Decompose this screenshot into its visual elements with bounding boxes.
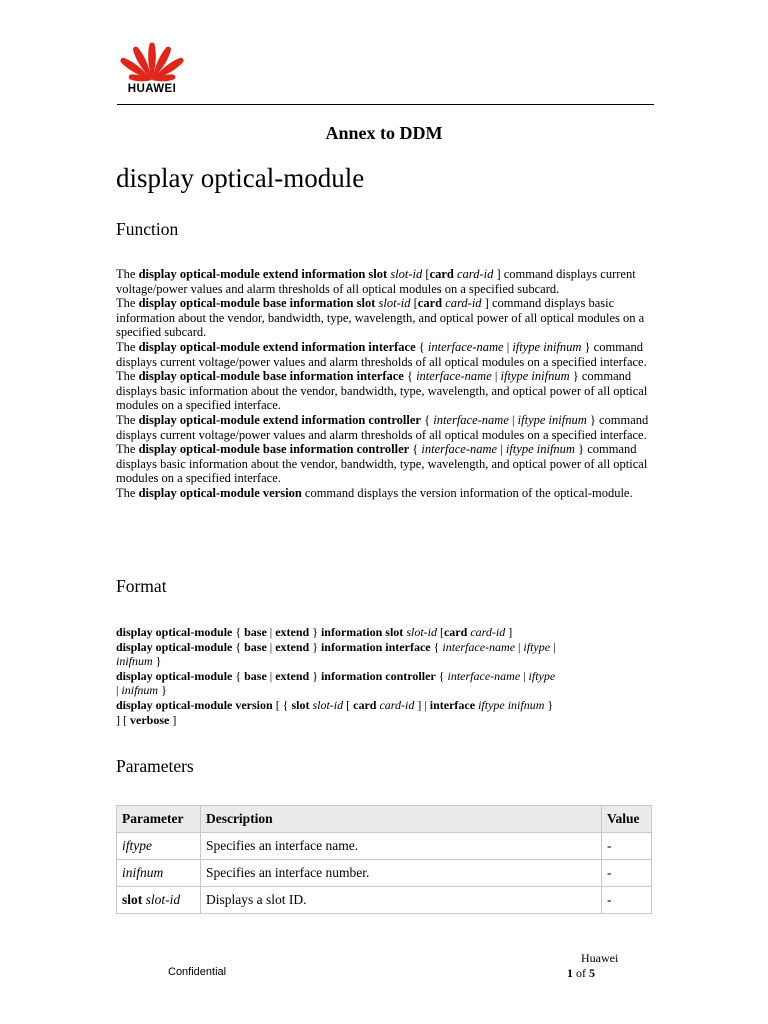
function-paragraph <box>116 413 652 442</box>
command-keyword: extend <box>275 625 310 639</box>
text: | <box>491 369 501 384</box>
command-keyword: base <box>244 668 267 683</box>
text: | <box>266 668 276 683</box>
huawei-logo <box>120 40 184 100</box>
format-line <box>116 640 556 669</box>
command-keyword: display optical-module <box>116 625 233 639</box>
description-cell: Displays a slot ID. <box>200 887 601 914</box>
text: } <box>152 654 162 669</box>
text: command displays the version information of the optical-module. <box>301 485 633 500</box>
text: The <box>116 339 139 354</box>
command-argument: iftype inifnum <box>517 412 587 427</box>
value-cell: - <box>602 887 652 914</box>
command-argument: slot-id <box>378 296 411 311</box>
command-argument: card-id <box>379 697 415 712</box>
text: | <box>266 639 276 654</box>
description-cell: Specifies an interface number. <box>200 860 601 887</box>
table-row <box>117 887 652 914</box>
text: | <box>515 639 524 654</box>
text: { <box>430 639 443 654</box>
command-argument: interface-name <box>442 639 516 654</box>
header-divider <box>117 104 654 105</box>
parameter-cell <box>117 833 201 860</box>
logo-wordmark: HUAWEI <box>127 83 177 95</box>
text: } <box>309 639 321 654</box>
parameters-table <box>116 805 652 914</box>
huawei-flower-icon <box>120 40 184 82</box>
page-number <box>567 966 595 981</box>
command-argument: slot-id <box>390 267 423 281</box>
parameter-keyword: slot <box>122 892 143 907</box>
text: { <box>232 639 245 654</box>
text: The <box>116 267 139 281</box>
command-keyword: display optical-module base information controller <box>138 442 410 457</box>
command-keyword: information controller <box>320 668 436 683</box>
command-keyword: display optical-module base information slot <box>138 296 376 311</box>
text: | <box>520 668 529 683</box>
table-header-row <box>117 806 652 833</box>
text: } command displays basic information about the vendor, bandwidth, type, wavelength, and optical power of all optical modules on a specified interface. <box>116 442 648 486</box>
value-cell: - <box>602 860 652 887</box>
document-title: Annex to DDM <box>325 123 443 143</box>
text: The <box>116 369 139 384</box>
command-title: display optical-module <box>116 163 365 193</box>
text: The <box>116 485 139 500</box>
command-keyword: card <box>443 625 468 639</box>
command-argument: iftype inifnum <box>512 339 582 354</box>
command-keyword: extend <box>275 639 310 654</box>
command-keyword: information slot <box>320 625 404 639</box>
command-keyword: display optical-module version <box>116 697 273 712</box>
section-heading-parameters: Parameters <box>116 756 194 776</box>
format-syntax <box>116 625 556 727</box>
command-keyword: card <box>417 296 443 311</box>
current-page: 1 <box>567 966 573 980</box>
table-row <box>117 833 652 860</box>
command-argument: iftype inifnum <box>505 442 575 457</box>
function-paragraph <box>116 486 652 501</box>
text: | <box>116 683 122 698</box>
text: [ <box>436 625 444 639</box>
function-paragraph <box>116 369 652 413</box>
command-argument: interface-name <box>447 668 521 683</box>
total-pages: 5 <box>589 966 595 980</box>
function-paragraph <box>116 296 652 340</box>
text: ] <box>169 712 177 727</box>
command-argument: slot-id <box>406 625 437 639</box>
column-header-description: Description <box>200 806 601 833</box>
value-cell: - <box>602 833 652 860</box>
function-paragraph <box>116 340 652 369</box>
text: { <box>409 442 422 457</box>
command-argument: slot-id <box>312 697 344 712</box>
parameter-name: iftype <box>122 838 152 853</box>
section-heading-function: Function <box>116 219 179 239</box>
text: | <box>497 442 506 457</box>
text: | <box>550 639 556 654</box>
command-keyword: base <box>244 639 267 654</box>
function-paragraph <box>116 267 652 296</box>
command-argument: card-id <box>445 296 482 311</box>
command-keyword: display optical-module extend information slot <box>138 267 388 281</box>
text: The <box>116 296 139 311</box>
command-argument: card-id <box>470 625 506 639</box>
parameter-name: inifnum <box>122 865 164 880</box>
text: { <box>232 625 245 639</box>
command-keyword: information interface <box>320 639 431 654</box>
text: | <box>508 412 518 427</box>
command-argument: card-id <box>457 267 494 281</box>
command-argument: interface-name <box>427 339 504 354</box>
text: { <box>232 668 245 683</box>
format-line <box>116 669 556 698</box>
parameter-cell <box>117 887 201 914</box>
text: | <box>503 339 513 354</box>
command-keyword: display optical-module base information interface <box>138 369 404 384</box>
text: [ <box>422 267 430 281</box>
command-keyword: extend <box>275 668 310 683</box>
command-argument: inifnum <box>121 683 159 698</box>
command-argument: inifnum <box>116 654 153 669</box>
text: ] <box>505 625 513 639</box>
command-keyword: display optical-module <box>116 639 233 654</box>
text: } <box>309 668 321 683</box>
text: [ <box>343 697 354 712</box>
footer-confidential: Confidential <box>168 966 227 978</box>
text: } command displays current voltage/power values and alarm thresholds of all optical modules on a specified interface. <box>116 412 649 442</box>
text: ] command displays current voltage/power values and alarm thresholds of all optical modules on a specified subcard. <box>116 267 636 296</box>
text: } command displays current voltage/power values and alarm thresholds of all optical modules on a specified interface. <box>116 339 647 369</box>
command-keyword: display optical-module extend information controller <box>138 412 421 427</box>
text: } command displays basic information about the vendor, bandwidth, type, wavelength, and optical power of all optical modules on a specified interface. <box>116 369 648 413</box>
text: { <box>403 369 417 384</box>
command-argument: interface-name <box>433 412 509 427</box>
command-argument: interface-name <box>421 442 498 457</box>
parameter-cell <box>117 860 201 887</box>
text: [ <box>410 296 418 311</box>
text: ] | <box>414 697 430 712</box>
table-row <box>117 860 652 887</box>
command-keyword: card <box>429 267 454 281</box>
section-heading-format: Format <box>116 576 167 596</box>
command-keyword: slot <box>291 697 310 712</box>
text: [ { <box>272 697 292 712</box>
text: } ] [ <box>116 697 554 727</box>
text: The <box>116 442 139 457</box>
command-argument: iftype inifnum <box>500 369 570 384</box>
command-argument: iftype inifnum <box>478 697 545 712</box>
column-header-parameter: Parameter <box>117 806 201 833</box>
text: ] command displays basic information about the vendor, bandwidth, type, wavelength, and optical power of all optical modules on a specified subcard. <box>116 296 645 340</box>
function-description <box>116 267 652 501</box>
text: The <box>116 412 139 427</box>
command-keyword: interface <box>429 697 476 712</box>
command-keyword: base <box>244 625 267 639</box>
command-keyword: display optical-module extend information interface <box>138 339 416 354</box>
column-header-value: Value <box>602 806 652 833</box>
text: } <box>158 683 167 698</box>
text: { <box>435 668 448 683</box>
command-argument: iftype <box>523 639 551 654</box>
text: { <box>415 339 428 354</box>
command-keyword: display optical-module version <box>138 485 302 500</box>
text: | <box>266 625 276 639</box>
text: { <box>420 412 434 427</box>
command-keyword: display optical-module <box>116 668 233 683</box>
format-line <box>116 625 556 640</box>
command-argument: interface-name <box>416 369 492 384</box>
command-keyword: card <box>353 697 377 712</box>
command-keyword: verbose <box>130 712 170 727</box>
text: of <box>573 966 589 980</box>
footer-company: Huawei <box>581 951 619 965</box>
command-argument: iftype <box>528 668 556 683</box>
text: } <box>309 625 321 639</box>
parameter-name: slot-id <box>145 892 181 907</box>
function-paragraph <box>116 442 652 486</box>
format-line <box>116 698 556 727</box>
description-cell: Specifies an interface name. <box>200 833 601 860</box>
